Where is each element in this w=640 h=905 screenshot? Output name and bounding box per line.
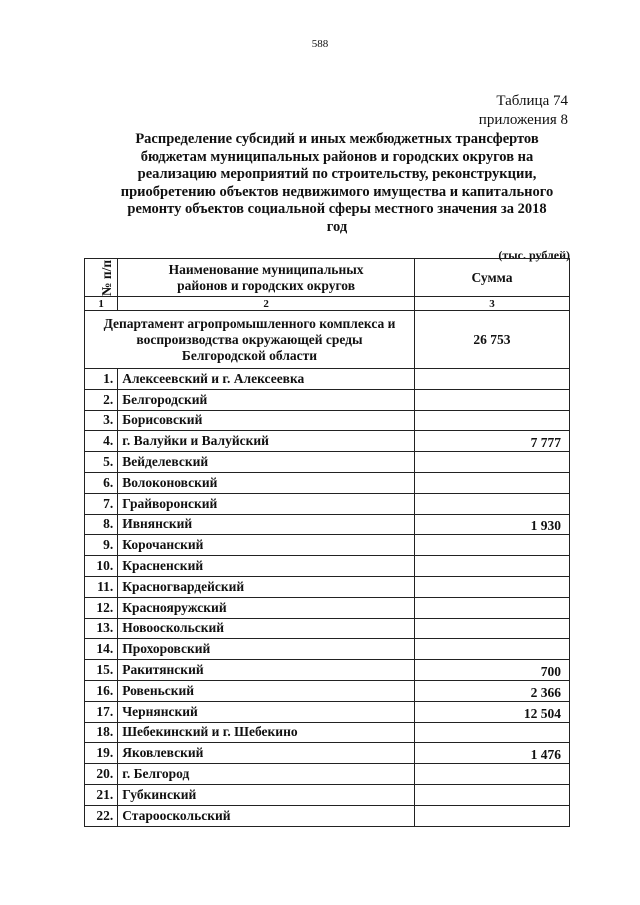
table-row: [85, 639, 570, 660]
row-sum: [414, 556, 569, 577]
row-number: 8.: [85, 514, 118, 535]
row-number: 16.: [85, 680, 118, 701]
row-number: 14.: [85, 639, 118, 660]
title-line: бюджетам муниципальных районов и городских округов на: [140, 148, 534, 165]
district-name: Алексеевский и г. Алексеевка: [118, 369, 415, 390]
row-sum: [414, 472, 569, 493]
header-name: Наименование муниципальных районов и городских округов: [118, 259, 415, 297]
table-reference: [479, 92, 568, 130]
title-line: Распределение субсидий и иных межбюджетных трансфертов: [135, 131, 539, 147]
column-index-row: [85, 297, 570, 311]
subsidy-table: [84, 258, 570, 827]
header-sum: Сумма: [414, 259, 569, 297]
table-row: [85, 369, 570, 390]
district-name: Прохоровский: [118, 639, 415, 660]
table-row: [85, 618, 570, 639]
department-row: [85, 311, 570, 369]
row-number: 15.: [85, 660, 118, 681]
table-row: [85, 472, 570, 493]
district-name: Борисовский: [118, 410, 415, 431]
district-name: Яковлевский: [118, 743, 415, 764]
row-sum: 1 930: [414, 514, 569, 535]
page-number: 588: [311, 38, 329, 50]
row-number: 6.: [85, 472, 118, 493]
table-row: [85, 576, 570, 597]
district-name: Ракитянский: [118, 660, 415, 681]
title-line: реализацию мероприятий по строительству, реконструкции,: [137, 166, 537, 182]
table-row: [85, 722, 570, 743]
table-row: [85, 805, 570, 826]
table-row: [85, 493, 570, 514]
column-index: 3: [414, 297, 569, 311]
row-number: 9.: [85, 535, 118, 556]
row-sum: [414, 764, 569, 785]
row-sum: [414, 576, 569, 597]
row-number: 11.: [85, 576, 118, 597]
table-row: [85, 410, 570, 431]
row-sum: [414, 410, 569, 431]
table-row: [85, 514, 570, 535]
table-header-row: [85, 259, 570, 297]
row-number: 13.: [85, 618, 118, 639]
table-row: [85, 431, 570, 452]
row-number: 3.: [85, 410, 118, 431]
row-sum: 1 476: [414, 743, 569, 764]
row-sum: 2 366: [414, 680, 569, 701]
row-number: 10.: [85, 556, 118, 577]
district-name: Ивнянский: [118, 514, 415, 535]
table-ref-line: Таблица 74: [496, 93, 568, 109]
district-name: Ровеньский: [118, 680, 415, 701]
units-note: (тыс. рублей): [498, 248, 570, 262]
department-name: Департамент агропромышленного комплекса и воспроизводства окружающей среды Белгородской области: [85, 311, 415, 369]
row-number: 19.: [85, 743, 118, 764]
district-name: Краснояружский: [118, 597, 415, 618]
row-sum: [414, 369, 569, 390]
row-sum: [414, 452, 569, 473]
row-sum: [414, 639, 569, 660]
row-sum: [414, 493, 569, 514]
district-name: Новооскольский: [118, 618, 415, 639]
district-name: Вейделевский: [118, 452, 415, 473]
table-row: [85, 389, 570, 410]
district-name: Волоконовский: [118, 472, 415, 493]
district-name: Старооскольский: [118, 805, 415, 826]
row-number: 4.: [85, 431, 118, 452]
row-sum: [414, 389, 569, 410]
row-sum: [414, 722, 569, 743]
row-sum: [414, 805, 569, 826]
header-num: № п/п: [85, 259, 118, 297]
district-name: Шебекинский и г. Шебекино: [118, 722, 415, 743]
row-number: 21.: [85, 784, 118, 805]
row-number: 2.: [85, 389, 118, 410]
table-row: [85, 784, 570, 805]
row-number: 20.: [85, 764, 118, 785]
district-name: Красненский: [118, 556, 415, 577]
table-row: [85, 452, 570, 473]
title-line: приобретению объектов недвижимого имущества и капитального: [120, 183, 554, 200]
row-number: 1.: [85, 369, 118, 390]
row-number: 5.: [85, 452, 118, 473]
district-name: Корочанский: [118, 535, 415, 556]
table-row: [85, 701, 570, 722]
table-row: [85, 743, 570, 764]
title-line: год: [326, 218, 348, 235]
district-name: Белгородский: [118, 389, 415, 410]
row-sum: [414, 597, 569, 618]
district-name: Грайворонский: [118, 493, 415, 514]
table-row: [85, 680, 570, 701]
district-name: г. Белгород: [118, 764, 415, 785]
row-number: 18.: [85, 722, 118, 743]
table-ref-line: приложения 8: [478, 112, 568, 128]
district-name: Чернянский: [118, 701, 415, 722]
row-sum: 700: [414, 660, 569, 681]
column-index: 2: [118, 297, 415, 311]
district-name: Губкинский: [118, 784, 415, 805]
table-row: [85, 535, 570, 556]
department-total: 26 753: [414, 311, 569, 369]
row-number: 17.: [85, 701, 118, 722]
row-number: 7.: [85, 493, 118, 514]
row-number: 22.: [85, 805, 118, 826]
table-row: [85, 764, 570, 785]
row-number: 12.: [85, 597, 118, 618]
table-row: [85, 660, 570, 681]
district-name: г. Валуйки и Валуйский: [118, 431, 415, 452]
document-title: [100, 131, 574, 236]
table-row: [85, 597, 570, 618]
title-line: ремонту объектов социальной сферы местного значения за 2018: [127, 201, 547, 217]
row-sum: [414, 618, 569, 639]
row-sum: 7 777: [414, 431, 569, 452]
district-name: Красногвардейский: [118, 576, 415, 597]
row-sum: 12 504: [414, 701, 569, 722]
column-index: 1: [85, 297, 118, 311]
row-sum: [414, 784, 569, 805]
table-row: [85, 556, 570, 577]
row-sum: [414, 535, 569, 556]
